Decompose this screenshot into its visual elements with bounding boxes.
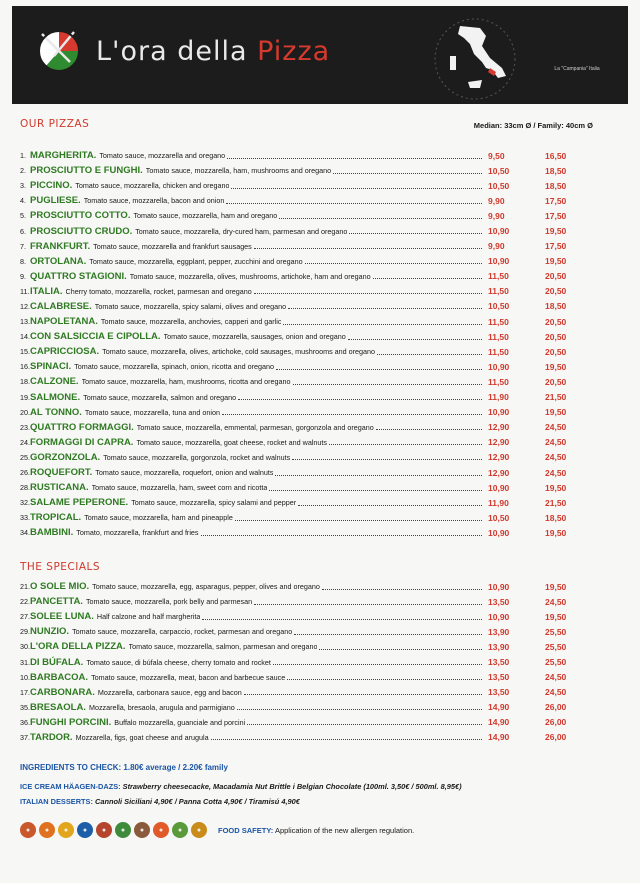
celery-icon: ● <box>172 822 188 838</box>
menu-item <box>20 525 580 540</box>
price-median: 11,50 <box>488 376 509 387</box>
item-name: BARBACOA. <box>30 671 89 683</box>
desserts-desc: Cannoli Siciliani 4,90€ / Panna Cotta 4,90€ / Tiramisú 4,90€ <box>95 797 300 806</box>
dot-leader <box>287 679 482 680</box>
pizza-list <box>20 148 580 540</box>
item-name: AL TONNO. <box>30 406 82 418</box>
map-caption: La "Campania" Italia <box>554 66 600 72</box>
price-family: 19,50 <box>545 527 567 538</box>
item-description: Tomato sauce, mozzarella, salmon and oregano <box>83 392 237 402</box>
item-number: 21. <box>20 582 30 592</box>
dot-leader <box>377 354 482 355</box>
price-median: 13,50 <box>488 657 510 668</box>
item-number: 19. <box>20 392 30 402</box>
item-description: Tomato sauce, mozzarella, spicy salami, olives and oregano <box>94 301 287 311</box>
price-family: 18,50 <box>545 180 567 191</box>
price-median: 12,90 <box>488 422 510 433</box>
peanut-icon: ● <box>96 822 112 838</box>
item-description: Tomato sauce, mozzarella, egg, asparagus, pepper, olives and oregano <box>92 582 320 592</box>
price-median: 11,50 <box>488 286 509 297</box>
menu-item <box>20 223 580 238</box>
dot-leader <box>273 664 482 665</box>
menu-item <box>20 299 580 314</box>
item-number: 13. <box>20 317 30 327</box>
item-number: 26. <box>20 468 30 478</box>
price-family: 19,50 <box>545 611 567 622</box>
item-name: QUATTRO FORMAGGI. <box>30 421 134 433</box>
price-family: 24,50 <box>545 672 567 683</box>
desserts-label: ITALIAN DESSERTS: <box>20 797 93 806</box>
menu-item <box>20 359 580 374</box>
price-family: 24,50 <box>545 452 567 463</box>
item-number: 29. <box>20 627 30 637</box>
price-median: 10,50 <box>488 180 510 191</box>
price-median: 10,50 <box>488 301 510 312</box>
pizza-logo-icon <box>34 26 84 76</box>
price-family: 26,00 <box>545 702 567 713</box>
price-median: 11,50 <box>488 316 509 327</box>
item-description: Tomato sauce, mozzarella, ham and pineapple <box>84 513 233 523</box>
dot-leader <box>288 308 482 309</box>
price-family: 26,00 <box>545 732 567 743</box>
desserts-line <box>20 797 300 806</box>
price-family: 24,50 <box>545 422 567 433</box>
dot-leader <box>237 709 482 710</box>
item-number: 15. <box>20 347 30 357</box>
dot-leader <box>231 188 482 189</box>
dot-leader <box>376 429 482 430</box>
dot-leader <box>254 293 482 294</box>
item-number: 4. <box>20 196 26 206</box>
item-name: PANCETTA. <box>30 596 83 608</box>
item-description: Tomato sauce, mozzarella, anchovies, capperi and garlic <box>100 317 282 327</box>
price-family: 16,50 <box>545 150 567 161</box>
menu-item <box>20 193 580 208</box>
item-name: MARGHERITA. <box>30 150 97 162</box>
item-number: 14. <box>20 332 30 342</box>
price-median: 10,90 <box>488 527 510 538</box>
price-family: 24,50 <box>545 437 567 448</box>
item-number: 2. <box>20 166 26 176</box>
item-description: Tomato sauce, mozzarella, carpaccio, rocket, parmesan and oregano <box>72 627 293 637</box>
price-median: 11,50 <box>488 331 509 342</box>
item-number: 22. <box>20 597 30 607</box>
menu-item <box>20 700 580 715</box>
dot-leader <box>254 248 482 249</box>
brand-prefix: L'ora della <box>96 36 258 67</box>
menu-item <box>20 269 580 284</box>
dot-leader <box>373 278 482 279</box>
item-name: PROSCIUTTO CRUDO. <box>30 225 133 237</box>
menu-item <box>20 495 580 510</box>
allergen-bar <box>20 822 414 838</box>
menu-item <box>20 730 580 745</box>
item-name: CON SALSICCIA E CIPOLLA. <box>30 331 161 343</box>
dot-leader <box>247 724 482 725</box>
item-number: 34. <box>20 528 30 538</box>
menu-item <box>20 208 580 223</box>
price-median: 10,90 <box>488 256 510 267</box>
ingredients-note <box>20 763 228 772</box>
fish-icon: ● <box>77 822 93 838</box>
item-description: Half calzone and half margherita <box>96 612 201 622</box>
price-median: 10,90 <box>488 361 510 372</box>
menu-item <box>20 465 580 480</box>
menu-item <box>20 594 580 609</box>
price-median: 9,90 <box>488 210 505 221</box>
dot-leader <box>294 634 482 635</box>
item-number: 10. <box>20 672 30 682</box>
price-median: 9,90 <box>488 241 505 252</box>
food-safety-note <box>218 826 414 835</box>
price-family: 19,50 <box>545 226 567 237</box>
item-name: PROSCIUTTO COTTO. <box>30 210 131 222</box>
price-family: 20,50 <box>545 331 567 342</box>
menu-item <box>20 450 580 465</box>
price-family: 26,00 <box>545 717 567 728</box>
ingredients-text: INGREDIENTS TO CHECK: 1.80€ average / 2.20€ family <box>20 763 228 772</box>
item-description: Tomato sauce, mozzarella, bacon and onion <box>83 196 225 206</box>
price-median: 14,90 <box>488 732 510 743</box>
item-number: 23. <box>20 422 30 432</box>
price-family: 19,50 <box>545 361 567 372</box>
item-name: SALMONE. <box>30 391 81 403</box>
price-median: 13,90 <box>488 641 510 652</box>
item-name: ITALIA. <box>30 285 63 297</box>
price-median: 11,90 <box>488 497 509 508</box>
item-number: 1. <box>20 151 26 161</box>
menu-item <box>20 374 580 389</box>
sizes-note: Median: 33cm Ø / Family: 40cm Ø <box>473 121 593 130</box>
menu-item <box>20 254 580 269</box>
item-number: 32. <box>20 498 30 508</box>
price-median: 11,50 <box>488 271 509 282</box>
price-family: 24,50 <box>545 687 567 698</box>
item-description: Tomato sauce, di búfala cheese, cherry tomato and rocket <box>86 657 271 667</box>
item-name: CAPRICCIOSA. <box>30 346 100 358</box>
price-median: 14,90 <box>488 702 510 713</box>
item-number: 9. <box>20 271 26 281</box>
menu-item <box>20 420 580 435</box>
item-description: Tomato sauce, mozzarella, olives, artichoke, cold sausages, mushrooms and oregano <box>102 347 376 357</box>
dot-leader <box>348 339 482 340</box>
menu-item <box>20 148 580 163</box>
dot-leader <box>283 324 482 325</box>
menu-item <box>20 314 580 329</box>
price-median: 11,90 <box>488 392 509 403</box>
item-description: Tomato sauce, mozzarella, salmon, parmesan and oregano <box>128 642 318 652</box>
item-name: NAPOLETANA. <box>30 316 98 328</box>
menu-item <box>20 670 580 685</box>
dot-leader <box>275 475 482 476</box>
item-name: O SOLE MIO. <box>30 581 90 593</box>
price-family: 19,50 <box>545 581 567 592</box>
dot-leader <box>305 263 482 264</box>
item-number: 7. <box>20 241 26 251</box>
price-family: 18,50 <box>545 512 567 523</box>
item-description: Tomato sauce, mozzarella, sausages, onion and oregano <box>163 332 346 342</box>
item-number: 20. <box>20 407 30 417</box>
item-name: DI BÚFALA. <box>30 656 84 668</box>
item-description: Tomato sauce, mozzarella, tuna and onion <box>84 407 220 417</box>
menu-item <box>20 405 580 420</box>
item-description: Tomato sauce, mozzarella, gorgonzola, rocket and walnuts <box>103 452 291 462</box>
item-name: BAMBINI. <box>30 527 74 539</box>
menu-item <box>20 579 580 594</box>
dot-leader <box>211 739 482 740</box>
dot-leader <box>254 604 482 605</box>
item-number: 8. <box>20 256 26 266</box>
item-description: Tomato sauce, mozzarella, eggplant, pepper, zucchini and oregano <box>89 256 303 266</box>
dot-leader <box>329 444 482 445</box>
allergen-icons <box>20 822 210 838</box>
specials-title: THE SPECIALS <box>20 561 101 573</box>
item-number: 5. <box>20 211 26 221</box>
price-family: 20,50 <box>545 271 567 282</box>
item-name: FORMAGGI DI CAPRA. <box>30 436 134 448</box>
item-number: 18. <box>20 377 30 387</box>
item-name: L'ORA DELLA PIZZA. <box>30 641 126 653</box>
item-description: Tomato sauce, mozzarella, spicy salami and pepper <box>131 498 297 508</box>
icecream-label: ICE CREAM HÄAGEN-DAZS: <box>20 782 121 791</box>
item-description: Tomato sauce, mozzarella, ham, mushrooms and oregano <box>145 166 332 176</box>
milk-icon: ● <box>134 822 150 838</box>
brand-title <box>96 36 330 67</box>
icecream-line <box>20 782 462 791</box>
price-median: 10,50 <box>488 512 510 523</box>
price-median: 12,90 <box>488 467 510 478</box>
item-number: 16. <box>20 362 30 372</box>
our-pizzas-title: OUR PIZZAS <box>20 118 90 130</box>
dot-leader <box>226 203 482 204</box>
item-number: 31. <box>20 657 30 667</box>
price-median: 13,50 <box>488 687 510 698</box>
item-description: Tomato sauce, mozzarella, emmental, parmesan, gorgonzola and oregano <box>136 422 374 432</box>
menu-item <box>20 284 580 299</box>
icecream-desc: Strawberry cheesecacke, Macadamia Nut Brittle i Belgian Chocolate (100ml. 3,50€ / 500ml. 8,95€) <box>122 782 462 791</box>
item-number: 11. <box>20 286 30 296</box>
dot-leader <box>227 158 482 159</box>
price-family: 17,50 <box>545 241 567 252</box>
item-description: Tomato sauce, mozzarella, ham, sweet corn and ricotta <box>91 483 268 493</box>
price-family: 20,50 <box>545 316 567 327</box>
gluten-icon: ● <box>20 822 36 838</box>
item-name: CALZONE. <box>30 376 79 388</box>
price-family: 25,50 <box>545 626 567 637</box>
price-family: 20,50 <box>545 346 567 357</box>
crustacean-icon: ● <box>39 822 55 838</box>
item-description: Tomato sauce, mozzarella, goat cheese, rocket and walnuts <box>136 437 328 447</box>
menu-item <box>20 163 580 178</box>
price-median: 9,50 <box>488 150 505 161</box>
dot-leader <box>235 520 482 521</box>
item-name: PROSCIUTTO E FUNGHI. <box>30 165 143 177</box>
price-median: 10,90 <box>488 611 510 622</box>
item-name: ROQUEFORT. <box>30 467 93 479</box>
item-description: Mozzarella, figs, goat cheese and arugula <box>75 732 209 742</box>
food-safety-label: FOOD SAFETY: <box>218 825 274 835</box>
item-description: Tomato sauce, mozzarella, olives, mushrooms, artichoke, ham and oregano <box>129 271 371 281</box>
dot-leader <box>269 490 482 491</box>
dot-leader <box>292 459 482 460</box>
menu-item <box>20 178 580 193</box>
menu-item <box>20 480 580 495</box>
price-family: 17,50 <box>545 210 567 221</box>
item-description: Mozzarella, bresaola, arugula and parmigiano <box>88 702 235 712</box>
item-name: SPINACI. <box>30 361 72 373</box>
item-number: 12. <box>20 301 30 311</box>
dot-leader <box>333 173 482 174</box>
item-number: 27. <box>20 612 30 622</box>
price-median: 11,50 <box>488 346 509 357</box>
item-number: 17. <box>20 687 30 697</box>
menu-item <box>20 715 580 730</box>
item-name: CARBONARA. <box>30 686 95 698</box>
item-description: Tomato sauce, mozzarella, roquefort, onion and walnuts <box>95 468 274 478</box>
item-name: GORZONZOLA. <box>30 451 101 463</box>
egg-icon: ● <box>58 822 74 838</box>
price-median: 12,90 <box>488 437 510 448</box>
item-name: PUGLIESE. <box>30 195 81 207</box>
item-name: BRESAOLA. <box>30 701 86 713</box>
dot-leader <box>322 589 482 590</box>
price-median: 10,90 <box>488 226 510 237</box>
item-description: Tomato sauce, mozzarella, meat, bacon and barbecue sauce <box>91 672 286 682</box>
item-name: FRANKFURT. <box>30 240 91 252</box>
price-median: 10,50 <box>488 165 510 176</box>
item-name: SALAME PEPERONE. <box>30 497 129 509</box>
price-family: 18,50 <box>545 165 567 176</box>
item-description: Tomato sauce, mozzarella, spinach, onion, ricotta and oregano <box>74 362 274 372</box>
menu-item <box>20 390 580 405</box>
price-family: 18,50 <box>545 301 567 312</box>
menu-item <box>20 639 580 654</box>
item-number: 28. <box>20 483 30 493</box>
menu-item <box>20 654 580 669</box>
item-name: CALABRESE. <box>30 300 92 312</box>
item-description: Tomato sauce, mozzarella, chicken and oregano <box>75 181 230 191</box>
price-median: 10,90 <box>488 407 510 418</box>
dot-leader <box>319 649 482 650</box>
item-description: Tomato sauce, mozzarella, ham, mushrooms, ricotta and oregano <box>81 377 291 387</box>
specials-list <box>20 579 580 745</box>
item-name: ORTOLANA. <box>30 255 87 267</box>
menu-item <box>20 329 580 344</box>
item-description: Tomato sauce, mozzarella and oregano <box>99 151 226 161</box>
price-family: 24,50 <box>545 467 567 478</box>
item-description: Cherry tomato, mozzarella, rocket, parmesan and oregano <box>65 286 252 296</box>
italy-map-icon <box>420 16 530 102</box>
food-safety-desc: Application of the new allergen regulation. <box>274 825 415 835</box>
menu-item <box>20 609 580 624</box>
item-number: 6. <box>20 226 26 236</box>
price-median: 9,90 <box>488 195 505 206</box>
price-median: 14,90 <box>488 717 510 728</box>
item-name: NUNZIO. <box>30 626 70 638</box>
item-number: 24. <box>20 437 30 447</box>
dot-leader <box>276 369 482 370</box>
dot-leader <box>222 414 482 415</box>
item-description: Tomato sauce, mozzarella and frankfurt sausages <box>93 241 252 251</box>
price-family: 25,50 <box>545 641 567 652</box>
item-description: Mozzarella, carbonara sauce, egg and bacon <box>97 687 242 697</box>
item-description: Tomato, mozzarella, frankfurt and fries <box>76 528 199 538</box>
price-family: 19,50 <box>545 407 567 418</box>
item-number: 36. <box>20 717 30 727</box>
dot-leader <box>244 694 482 695</box>
item-number: 30. <box>20 642 30 652</box>
dot-leader <box>349 233 482 234</box>
dot-leader <box>293 384 483 385</box>
menu-item <box>20 435 580 450</box>
price-median: 10,90 <box>488 482 510 493</box>
price-family: 21,50 <box>545 392 567 403</box>
dot-leader <box>202 619 482 620</box>
price-family: 19,50 <box>545 256 567 267</box>
price-family: 20,50 <box>545 376 567 387</box>
dot-leader <box>201 535 482 536</box>
nuts-icon: ● <box>153 822 169 838</box>
item-name: TROPICAL. <box>30 512 82 524</box>
menu-item <box>20 510 580 525</box>
item-name: RUSTICANA. <box>30 482 89 494</box>
menu-item <box>20 685 580 700</box>
dot-leader <box>238 399 482 400</box>
brand-pizza: Pizza <box>257 36 331 67</box>
menu-item <box>20 239 580 254</box>
mustard-icon: ● <box>191 822 207 838</box>
dot-leader <box>298 505 482 506</box>
item-name: TARDOR. <box>30 731 73 743</box>
price-median: 13,90 <box>488 626 510 637</box>
menu-item <box>20 344 580 359</box>
item-number: 35. <box>20 702 30 712</box>
menu-item <box>20 624 580 639</box>
price-median: 13,50 <box>488 672 510 683</box>
soy-icon: ● <box>115 822 131 838</box>
price-median: 13,50 <box>488 596 510 607</box>
price-median: 12,90 <box>488 452 510 463</box>
price-family: 19,50 <box>545 482 567 493</box>
price-median: 10,90 <box>488 581 510 592</box>
price-family: 20,50 <box>545 286 567 297</box>
item-description: Tomato sauce, mozzarella, pork belly and parmesan <box>85 597 253 607</box>
item-number: 37. <box>20 732 30 742</box>
item-number: 3. <box>20 181 26 191</box>
item-name: SOLEE LUNA. <box>30 611 94 623</box>
item-description: Buffalo mozzarella, guanciale and porcini <box>114 717 246 727</box>
price-family: 17,50 <box>545 195 567 206</box>
item-name: QUATTRO STAGIONI. <box>30 270 127 282</box>
header-banner <box>12 6 628 104</box>
price-family: 25,50 <box>545 657 567 668</box>
dot-leader <box>279 218 482 219</box>
price-family: 24,50 <box>545 596 567 607</box>
item-name: PICCINO. <box>30 180 73 192</box>
item-number: 25. <box>20 452 30 462</box>
item-number: 33. <box>20 513 30 523</box>
item-name: FUNGHI PORCINI. <box>30 716 112 728</box>
item-description: Tomato sauce, mozzarella, dry-cured ham, parmesan and oregano <box>135 226 348 236</box>
price-family: 21,50 <box>545 497 567 508</box>
item-description: Tomato sauce, mozzarella, ham and oregano <box>133 211 278 221</box>
